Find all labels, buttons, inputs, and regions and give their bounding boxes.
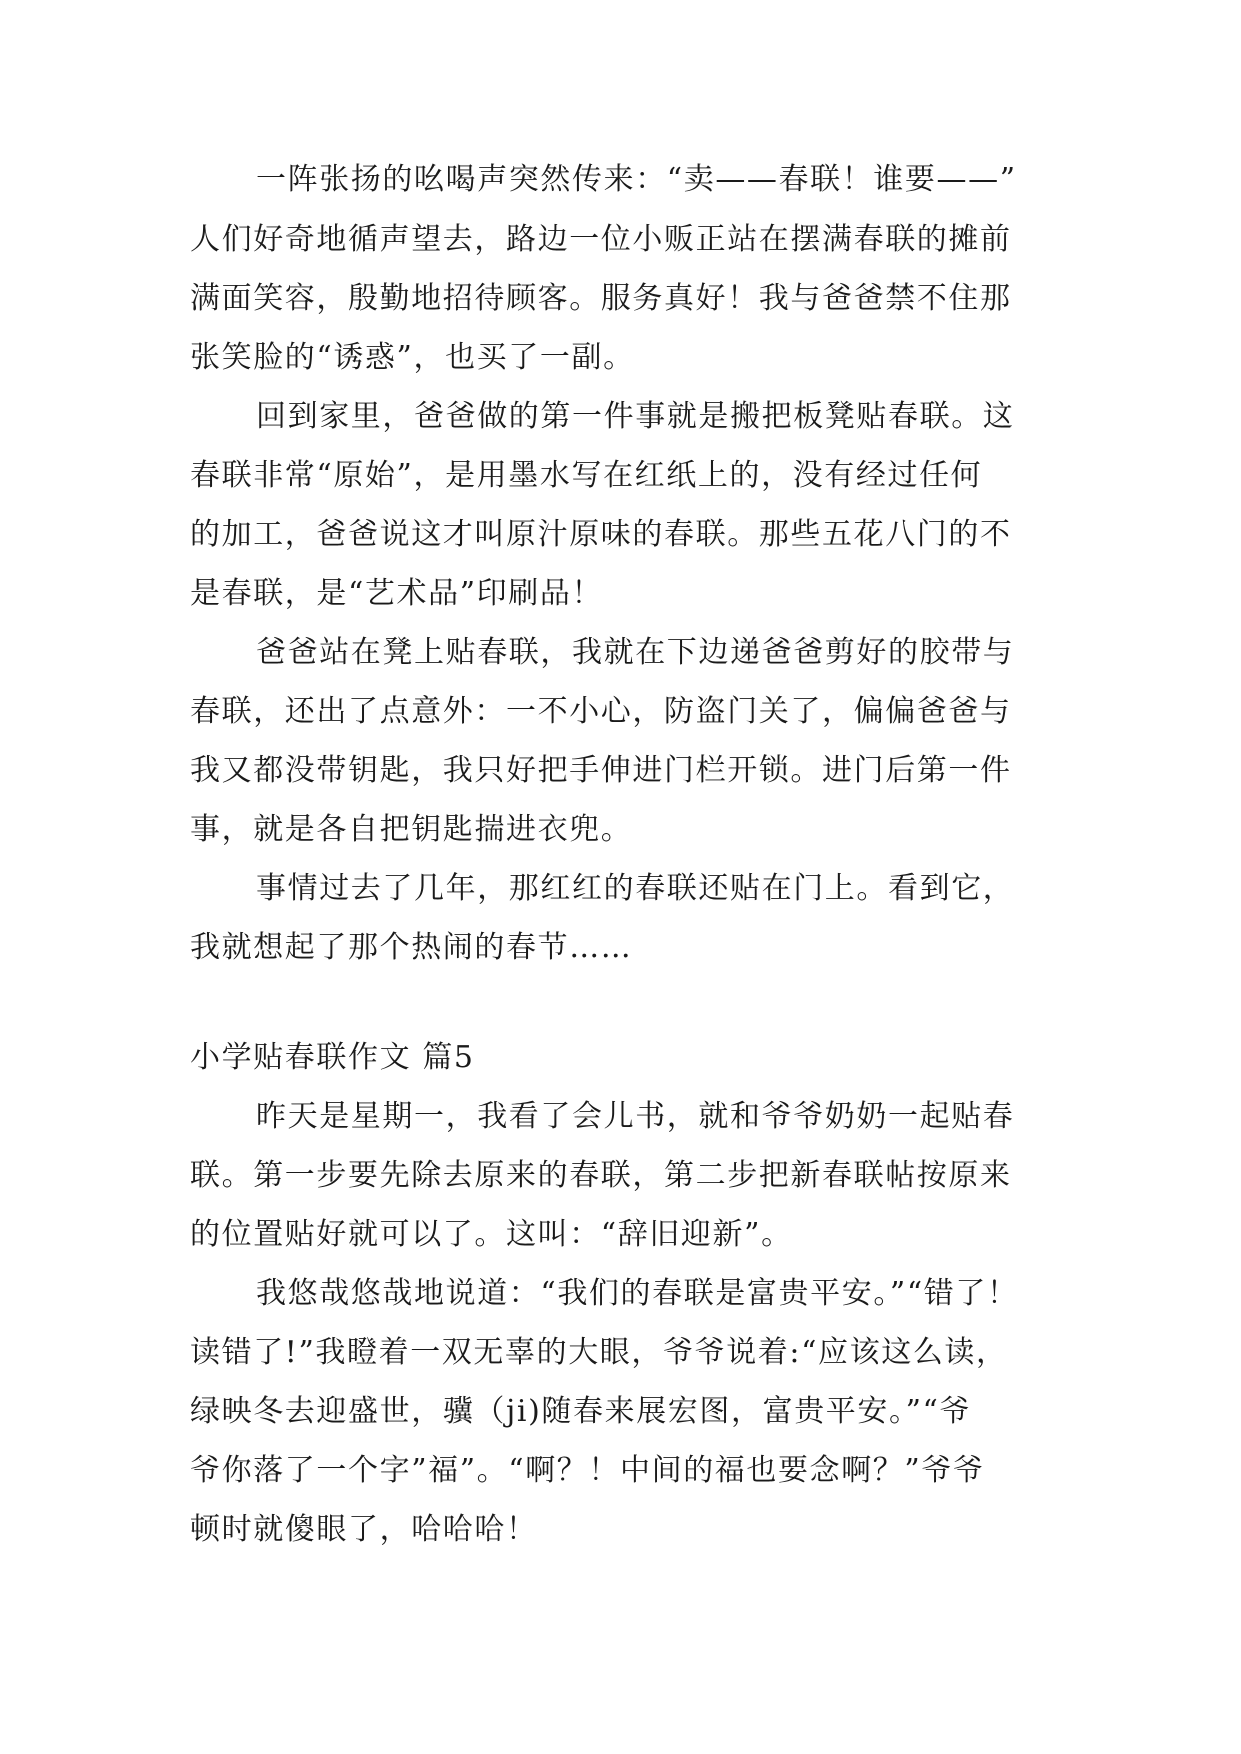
paragraph-line: 事，就是各自把钥匙揣进衣兜。 <box>190 812 633 847</box>
section-heading: 小学贴春联作文 篇5 <box>190 1040 475 1075</box>
paragraph-line: 一阵张扬的吆喝声突然传来：“卖——春联！谁要——” <box>256 162 1017 197</box>
paragraph-line: 绿映冬去迎盛世，骥（ji)随春来展宏图，富贵平安。”“爷 <box>190 1394 972 1429</box>
paragraph-line: 我悠哉悠哉地说道：“我们的春联是富贵平安。”“错了！ <box>256 1276 1019 1311</box>
paragraph-line: 爸爸站在凳上贴春联，我就在下边递爸爸剪好的胶带与 <box>256 635 1015 670</box>
paragraph-line: 人们好奇地循声望去，路边一位小贩正站在摆满春联的摊前 <box>190 222 1012 257</box>
paragraph-line: 读错了!”我瞪着一双无辜的大眼，爷爷说着:“应该这么读， <box>190 1335 1008 1370</box>
paragraph-line: 的加工，爸爸说这才叫原汁原味的春联。那些五花八门的不 <box>190 517 1012 552</box>
paragraph-line: 春联，还出了点意外：一不小心，防盗门关了，偏偏爸爸与 <box>190 694 1012 729</box>
paragraph-line: 满面笑容，殷勤地招待顾客。服务真好！我与爸爸禁不住那 <box>190 281 1012 316</box>
paragraph-line: 昨天是星期一，我看了会儿书，就和爷爷奶奶一起贴春 <box>256 1099 1015 1134</box>
paragraph-line: 联。第一步要先除去原来的春联，第二步把新春联帖按原来 <box>190 1158 1012 1193</box>
paragraph-line: 春联非常“原始”，是用墨水写在红纸上的，没有经过任何 <box>190 458 983 493</box>
paragraph-line: 回到家里，爸爸做的第一件事就是搬把板凳贴春联。这 <box>256 399 1015 434</box>
paragraph-line: 我就想起了那个热闹的春节…… <box>190 930 633 965</box>
paragraph-line: 顿时就傻眼了，哈哈哈！ <box>190 1512 538 1547</box>
paragraph-line: 事情过去了几年，那红红的春联还贴在门上。看到它， <box>256 871 1015 906</box>
paragraph-line: 张笑脸的“诱惑”，也买了一副。 <box>190 340 635 375</box>
paragraph-line: 的位置贴好就可以了。这叫：“辞旧迎新”。 <box>190 1217 793 1252</box>
paragraph-line: 我又都没带钥匙，我只好把手伸进门栏开锁。进门后第一件 <box>190 753 1012 788</box>
paragraph-line: 是春联，是“艺术品”印刷品！ <box>190 576 604 611</box>
paragraph-line: 爷你落了一个字”福”。“啊？！中间的福也要念啊？”爷爷 <box>190 1453 985 1488</box>
